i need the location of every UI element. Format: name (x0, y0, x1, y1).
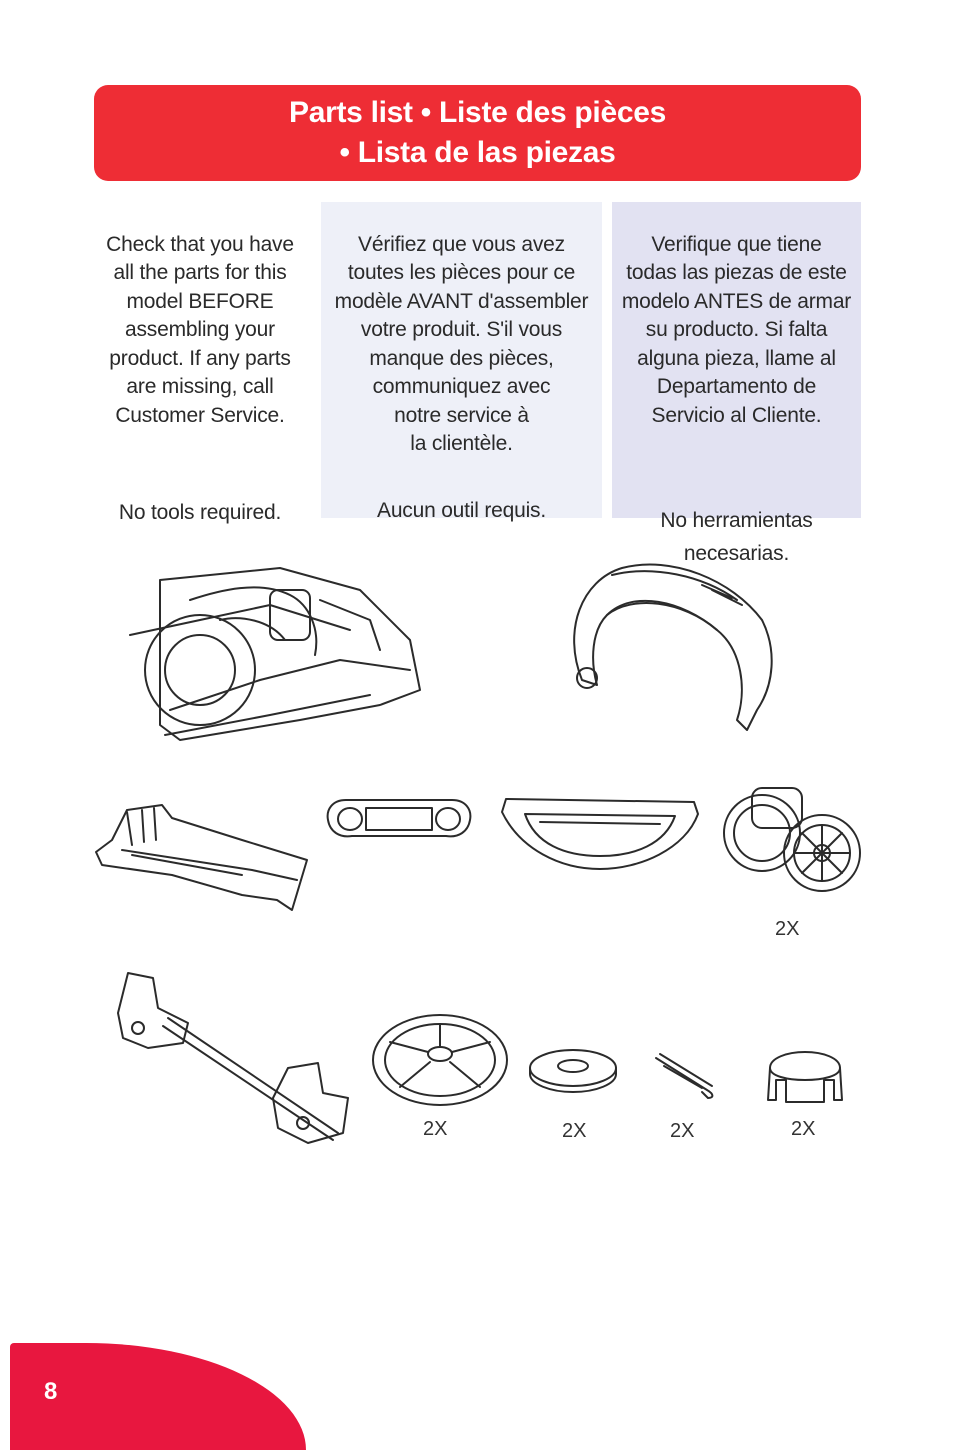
canopy-illustration (552, 560, 777, 740)
front-wheel-quantity: 2X (775, 918, 800, 940)
washer-illustration (528, 1048, 618, 1094)
rear-wheel-quantity: 2X (423, 1118, 448, 1140)
storage-basket-illustration (500, 794, 700, 874)
instructions-spanish-text: Verifique que tiene todas las piezas de este modelo ANTES de armar su producto. Si falta alguna pieza, llame al Departamento de Servicio al Cliente. (621, 232, 852, 427)
instructions-french-text: Vérifiez que vous avez toutes les pièces pour ce modèle AVANT d'assembler votre produit. S'il vous manque des pièces, communiquez avec notre service à la clientèle. (334, 232, 589, 455)
instructions-french (321, 202, 602, 522)
instructions-english (94, 202, 306, 524)
rear-wheel-illustration (370, 1012, 510, 1108)
page-number: 8 (44, 1378, 58, 1405)
rear-axle-illustration (108, 968, 358, 1153)
no-tools-english: No tools required. (118, 500, 282, 524)
instructions-spanish (612, 202, 861, 565)
title-line-1: Parts list • Liste des pièces (289, 96, 666, 129)
clip-quantity: 2X (670, 1120, 695, 1142)
instructions-english-text: Check that you have all the parts for this model BEFORE assembling your product. If any parts are missing, call Customer Service. (106, 232, 294, 427)
no-tools-french: Aucun outil requis. (377, 499, 546, 522)
snack-tray-illustration (326, 798, 472, 840)
seat-bottom-illustration (92, 800, 317, 918)
title-line-2: • Lista de las piezas (339, 136, 616, 169)
cap-quantity: 2X (791, 1118, 816, 1140)
front-wheel-assembly-illustration (722, 768, 862, 908)
clip-illustration (652, 1052, 718, 1100)
washer-quantity: 2X (562, 1120, 587, 1142)
folded-stroller-frame-illustration (120, 560, 430, 750)
parts-list-title (94, 85, 861, 181)
cap-illustration (762, 1050, 848, 1106)
no-tools-spanish: No herramientas necesarias. (660, 508, 813, 565)
